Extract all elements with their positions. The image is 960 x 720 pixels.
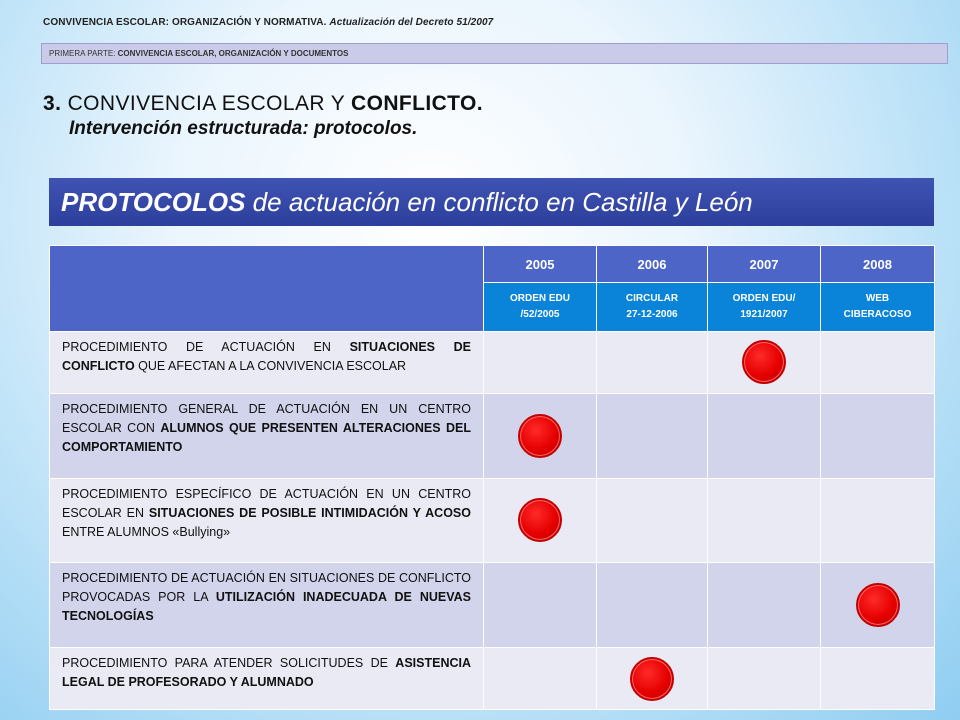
procedure-label-text: QUE AFECTAN A LA CONVIVENCIA ESCOLAR — [134, 359, 407, 373]
reference-header — [597, 283, 708, 332]
ref-line: ORDEN EDU/ — [732, 293, 796, 304]
section-number: 3. — [43, 92, 62, 115]
procedure-label-text: ENTRE ALUMNOS «Bullying» — [62, 524, 231, 539]
part-name: CONVIVENCIA ESCOLAR, ORGANIZACIÓN Y DOCUMENTOS — [117, 49, 349, 58]
protocols-table-body — [50, 246, 935, 710]
year-cell — [597, 393, 708, 478]
year-cell — [708, 648, 821, 710]
red-circle-marker — [518, 414, 562, 458]
year-cell — [597, 478, 708, 563]
year-header: 2007 — [708, 246, 821, 283]
year-cell — [708, 332, 821, 394]
year-cell — [597, 563, 708, 648]
section-title-a: CONVIVENCIA ESCOLAR Y — [67, 92, 345, 115]
section-heading — [43, 92, 483, 116]
procedure-label-strong: SITUACIONES DE CONFLICTO — [62, 340, 471, 373]
reference-header — [484, 283, 597, 332]
ref-line: CIBERACOSO — [843, 309, 912, 320]
year-cell — [597, 332, 708, 394]
ref-line: 1921/2007 — [740, 309, 788, 320]
section-subtitle: Intervención estructurada: protocolos. — [69, 118, 418, 139]
procedure-label-text: PROCEDIMIENTO DE ACTUACIÓN EN — [62, 340, 350, 354]
year-header: 2008 — [821, 246, 935, 283]
year-header: 2005 — [484, 246, 597, 283]
title-italic-text: Actualización del Decreto 51/2007 — [329, 17, 494, 28]
table-row — [50, 332, 935, 394]
table-row — [50, 478, 935, 563]
procedure-label-text: PROCEDIMIENTO DE ACTUACIÓN EN SITUACIONES DE CONFLICTO PROVOCADAS POR LA — [62, 571, 471, 605]
red-circle-marker — [856, 583, 900, 627]
protocols-table — [49, 245, 935, 710]
year-cell — [484, 478, 597, 563]
year-cell — [708, 478, 821, 563]
year-cell — [597, 648, 708, 710]
procedure-label — [50, 393, 484, 478]
year-cell — [484, 393, 597, 478]
banner-rest: de actuación en conflicto en Castilla y León — [252, 187, 753, 217]
procedure-label — [50, 478, 484, 563]
section-title-b: CONFLICTO. — [351, 92, 483, 115]
part-prefix: PRIMERA PARTE: — [49, 49, 116, 58]
document-title — [43, 17, 493, 28]
year-cell — [821, 563, 935, 648]
procedure-label-text: PROCEDIMIENTO PARA ATENDER SOLICITUDES DE — [62, 656, 396, 671]
procedure-label-text: PROCEDIMIENTO GENERAL DE ACTUACIÓN EN UN CENTRO ESCOLAR CON — [62, 401, 471, 435]
procedure-label-strong: UTILIZACIÓN INADECUADA DE NUEVAS TECNOLOGÍAS — [62, 590, 471, 624]
year-cell — [821, 648, 935, 710]
year-cell — [821, 478, 935, 563]
reference-header — [708, 283, 821, 332]
procedure-label — [50, 332, 484, 394]
year-cell — [821, 393, 935, 478]
table-row — [50, 648, 935, 710]
red-circle-marker — [518, 498, 562, 542]
protocols-banner — [49, 178, 934, 226]
part-bar — [41, 43, 948, 64]
ref-line: 27-12-2006 — [626, 309, 678, 320]
procedure-label — [50, 648, 484, 710]
ref-line: WEB — [865, 293, 890, 304]
red-circle-marker — [742, 340, 786, 384]
year-cell — [821, 332, 935, 394]
year-cell — [708, 563, 821, 648]
table-row — [50, 563, 935, 648]
ref-line: CIRCULAR — [625, 293, 679, 304]
table-row — [50, 393, 935, 478]
banner-strong: PROTOCOLOS — [61, 187, 246, 217]
procedure-label-text: PROCEDIMIENTO ESPECÍFICO DE ACTUACIÓN EN UN CENTRO ESCOLAR EN — [62, 486, 471, 520]
year-cell — [708, 393, 821, 478]
procedure-label-strong: ALUMNOS QUE PRESENTEN ALTERACIONES DEL COMPORTAMIENTO — [62, 420, 472, 454]
reference-header — [821, 283, 935, 332]
year-header: 2006 — [597, 246, 708, 283]
red-circle-marker — [630, 657, 674, 701]
procedure-label-strong: SITUACIONES DE POSIBLE INTIMIDACIÓN Y ACOSO — [148, 505, 471, 520]
ref-line: ORDEN EDU — [509, 293, 570, 304]
table-corner — [50, 246, 484, 332]
procedure-label-strong: ASISTENCIA LEGAL DE PROFESORADO Y ALUMNADO — [62, 656, 471, 690]
ref-line: /52/2005 — [520, 309, 560, 320]
year-header-row — [50, 246, 935, 283]
year-cell — [484, 563, 597, 648]
procedure-label — [50, 563, 484, 648]
year-cell — [484, 332, 597, 394]
year-cell — [484, 648, 597, 710]
title-text: CONVIVENCIA ESCOLAR: ORGANIZACIÓN Y NORMATIVA. — [43, 17, 327, 28]
